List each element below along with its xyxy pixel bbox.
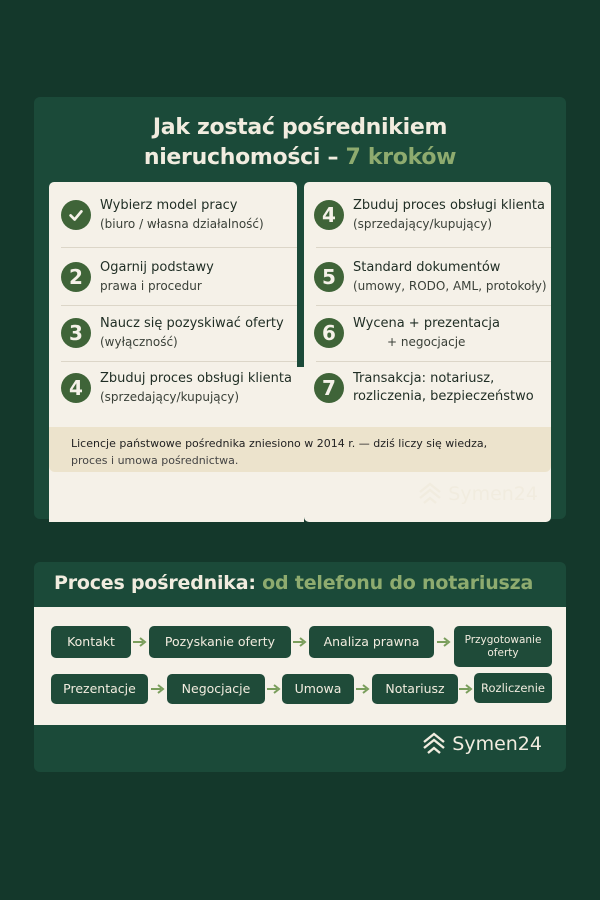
step-subtitle: rozliczenia, bezpieczeństwo: [353, 389, 534, 404]
flow-node: Notariusz: [372, 674, 458, 704]
brand-logo: [421, 731, 542, 757]
step-title: Wybierz model pracy: [100, 198, 238, 213]
title-accent: 7 kroków: [345, 145, 457, 170]
step-title: Transakcja: notariusz,: [353, 371, 495, 386]
step-number-badge: 4: [314, 200, 344, 230]
divider: [316, 305, 551, 306]
arrow-right-icon: [151, 684, 165, 694]
step-item: [314, 370, 534, 406]
step-subtitle: (sprzedający/kupujący): [353, 217, 493, 231]
flow-node: Kontakt: [51, 626, 131, 658]
process-title: [54, 572, 533, 594]
step-item: [314, 197, 545, 233]
step-subtitle: prawa i procedur: [100, 279, 202, 293]
step-subtitle: (sprzedający/kupujący): [100, 390, 240, 404]
note-line-1: Licencje państwowe pośrednika zniesiono w 2014 r. — dziś liczy się wiedza,: [71, 437, 488, 450]
step-title: Wycena + prezentacja: [353, 316, 500, 331]
brand-name: Symen24: [452, 733, 542, 755]
arrow-right-icon: [133, 637, 147, 647]
arrow-right-icon: [459, 684, 473, 694]
step-item: [61, 197, 264, 233]
flow-node: Negocjacje: [167, 674, 265, 704]
step-number-badge: 2: [61, 262, 91, 292]
info-note: [49, 427, 551, 472]
step-subtitle: (wyłączność): [100, 335, 178, 349]
step-number-badge: 3: [61, 318, 91, 348]
arrow-right-icon: [267, 684, 281, 694]
step-number-badge: 4: [61, 373, 91, 403]
brand-name: Symen24: [448, 483, 538, 505]
divider: [316, 361, 551, 362]
flow-node: Analiza prawna: [309, 626, 434, 658]
title-line-2-main: nieruchomości –: [143, 145, 346, 170]
brand-chevron-icon: [421, 731, 447, 757]
title-line-2: [34, 143, 566, 173]
step-title: Standard dokumentów: [353, 260, 501, 275]
title-line-1: Jak zostać pośrednikiem: [152, 115, 448, 140]
step-item: [61, 259, 214, 295]
brand-chevron-icon: [417, 481, 443, 507]
brand-logo: [417, 481, 538, 507]
step-item: [61, 370, 292, 406]
divider: [61, 305, 297, 306]
arrow-right-icon: [356, 684, 370, 694]
step-title: Ogarnij podstawy: [100, 260, 214, 275]
step-title: Naucz się pozyskiwać oferty: [100, 316, 284, 331]
process-flow: [34, 607, 566, 725]
divider: [316, 247, 551, 248]
steps-title: [34, 113, 566, 173]
process-title-accent: od telefonu do notariusza: [262, 572, 534, 594]
divider: [61, 361, 297, 362]
arrow-right-icon: [293, 637, 307, 647]
step-item: [61, 315, 284, 351]
check-icon: [61, 200, 91, 230]
step-number-badge: 6: [314, 318, 344, 348]
divider: [61, 247, 297, 248]
flow-node: Przygotowanie oferty: [454, 626, 552, 667]
note-line-2: proces i umowa pośrednictwa.: [71, 454, 239, 467]
step-title: Zbuduj proces obsługi klienta: [353, 198, 545, 213]
step-item: [314, 259, 547, 295]
flow-node: Pozyskanie oferty: [149, 626, 291, 658]
step-subtitle: + negocjacje: [387, 335, 466, 349]
step-number-badge: 7: [314, 373, 344, 403]
flow-node: Prezentacje: [51, 674, 148, 704]
steps-panel: [34, 97, 566, 519]
step-item: [314, 315, 500, 351]
flow-node: Rozliczenie: [474, 673, 552, 703]
step-subtitle: (umowy, RODO, AML, protokoły): [353, 279, 547, 293]
flow-node: Umowa: [282, 674, 354, 704]
process-panel: [34, 562, 566, 772]
process-title-main: Proces pośrednika:: [54, 572, 263, 594]
step-subtitle: (biuro / własna działalność): [100, 217, 264, 231]
step-title: Zbuduj proces obsługi klienta: [100, 371, 292, 386]
arrow-right-icon: [437, 637, 451, 647]
step-number-badge: 5: [314, 262, 344, 292]
